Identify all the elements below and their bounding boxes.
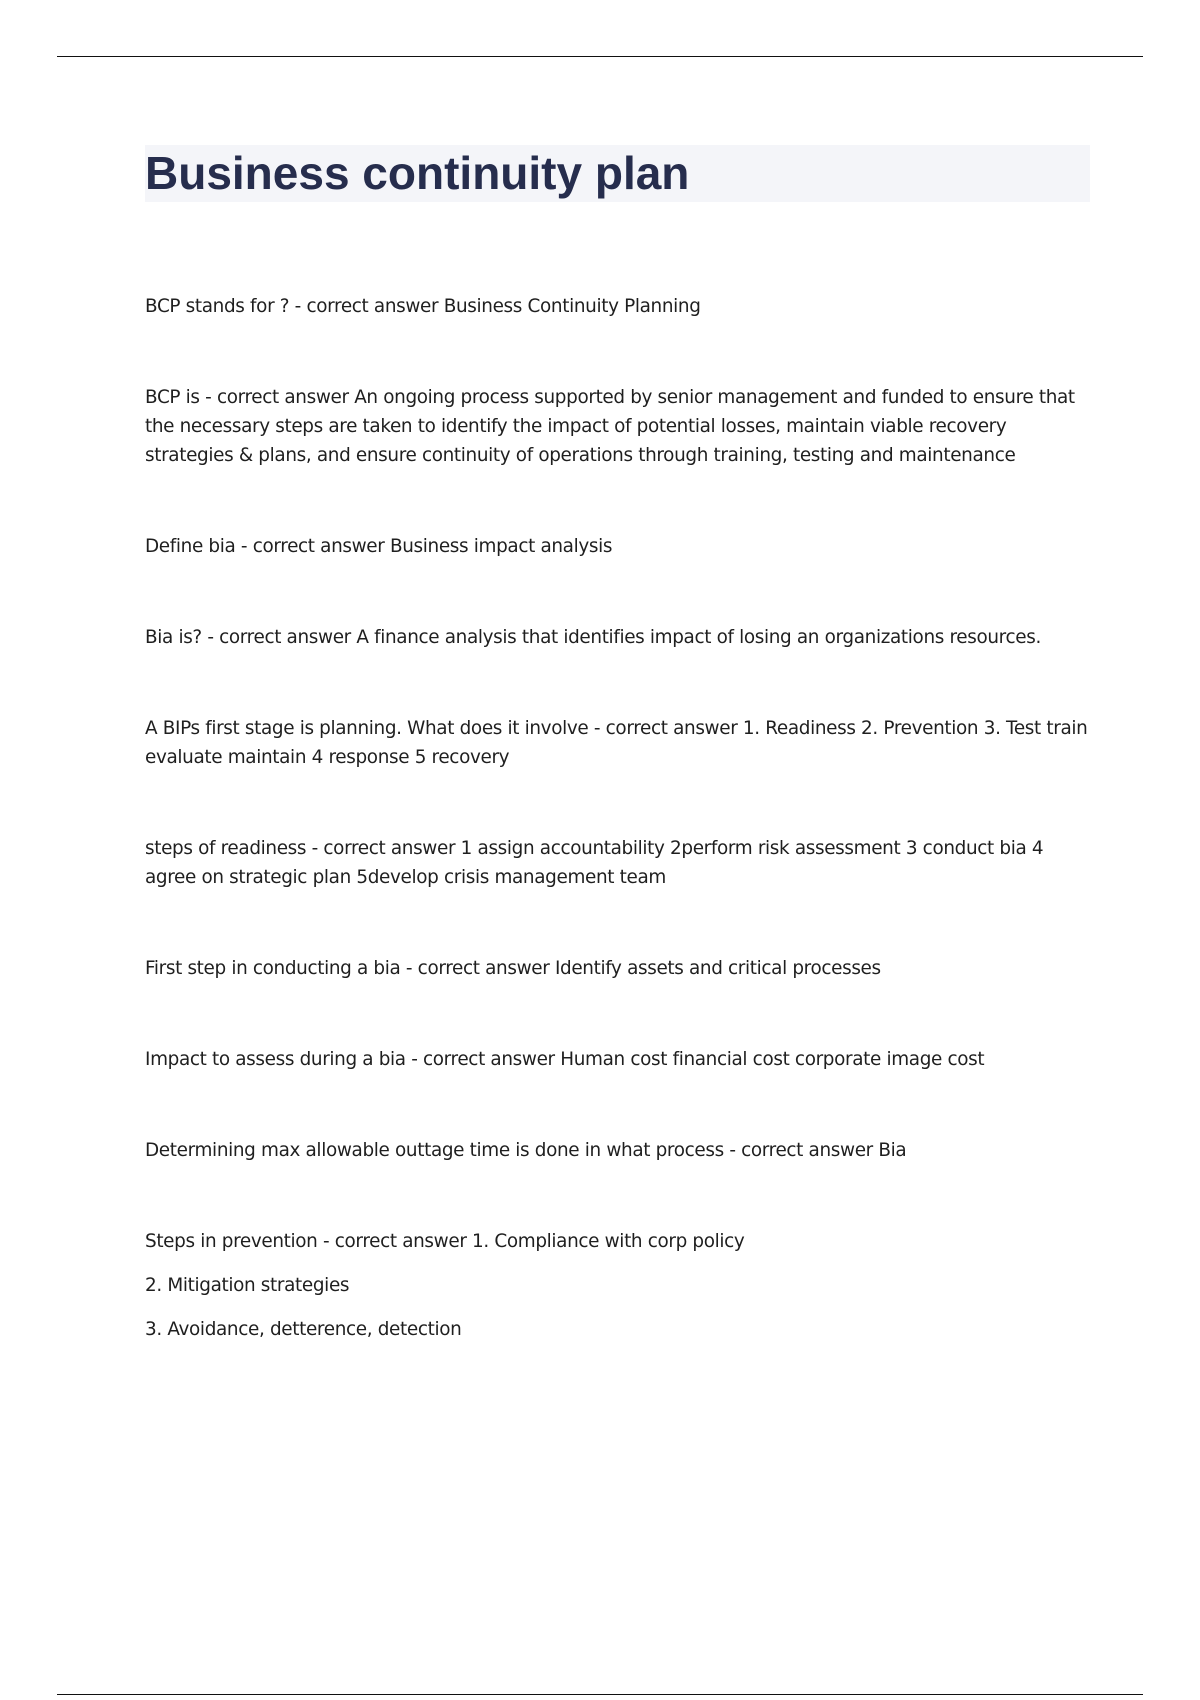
- qa-text: Steps in prevention - correct answer 1. Compliance with corp policy: [145, 1231, 745, 1252]
- qa-text: Define bia - correct answer Business impact analysis: [145, 536, 613, 557]
- qa-continuation-line: 2. Mitigation strategies: [145, 1275, 350, 1296]
- qa-text: Determining max allowable outtage time is done in what process - correct answer Bia: [145, 1140, 907, 1161]
- qa-item-impact-to-assess: [145, 1045, 1090, 1074]
- qa-item-bcp-is: [145, 383, 1090, 470]
- qa-item-bip-first-stage: [145, 714, 1090, 772]
- qa-text: steps of readiness - correct answer 1 assign accountability 2perform risk assessment 3 conduct bia 4 agree on strategic plan 5develop crisis management team: [145, 838, 1044, 888]
- qa-item-first-step-bia: [145, 954, 1090, 983]
- qa-text: BCP is - correct answer An ongoing process supported by senior management and funded to ensure that the necessary steps are taken to identify the impact of potential losses, maintain viable recovery strategies & plans, and ensure continuity of operations through training, testing and maintenance: [145, 387, 1075, 466]
- qa-text: First step in conducting a bia - correct answer Identify assets and critical processes: [145, 958, 881, 979]
- footer-rule: [57, 1694, 1143, 1695]
- qa-item-bcp-stands-for: [145, 292, 1090, 321]
- header-rule: [57, 56, 1143, 57]
- qa-text: BCP stands for ? - correct answer Business Continuity Planning: [145, 296, 701, 317]
- qa-text: A BIPs first stage is planning. What does it involve - correct answer 1. Readiness 2. Prevention 3. Test train evaluate maintain 4 response 5 recovery: [145, 718, 1088, 768]
- qa-item-bia-is: [145, 623, 1090, 652]
- qa-text: Bia is? - correct answer A finance analysis that identifies impact of losing an organizations resources.: [145, 627, 1041, 648]
- qa-item-steps-of-readiness: [145, 834, 1090, 892]
- page-title: Business continuity plan: [145, 147, 690, 199]
- qa-item-steps-in-prevention: [145, 1227, 1090, 1344]
- qa-item-max-outtage-time: [145, 1136, 1090, 1165]
- qa-text: Impact to assess during a bia - correct answer Human cost financial cost corporate image cost: [145, 1049, 985, 1070]
- qa-item-define-bia: [145, 532, 1090, 561]
- qa-continuation-line: 3. Avoidance, detterence, detection: [145, 1319, 462, 1340]
- qa-list: [145, 292, 1090, 1406]
